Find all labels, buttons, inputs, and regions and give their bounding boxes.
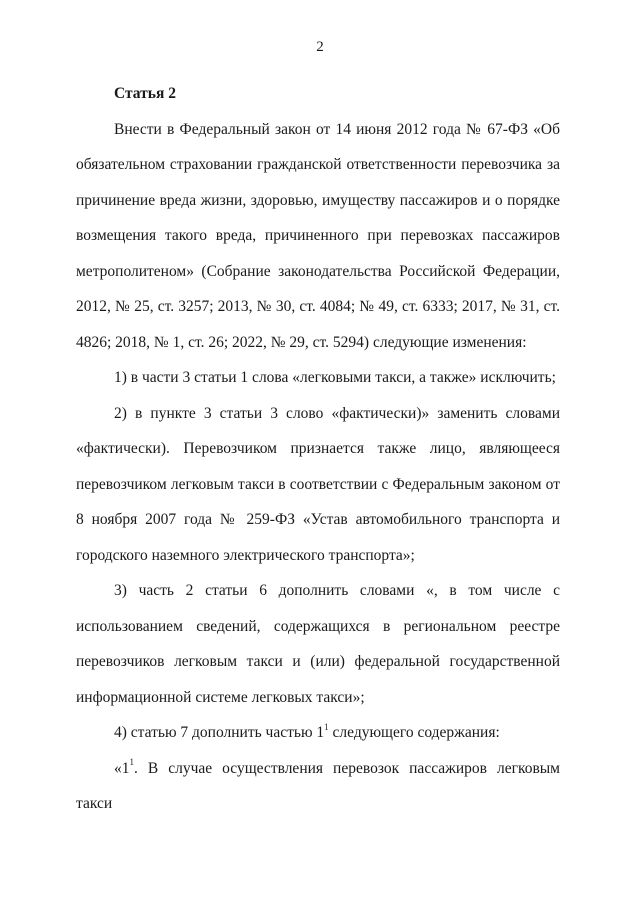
article-intro-paragraph: Внести в Федеральный закон от 14 июня 2012 года № 67-ФЗ «Об обязательном страховании гражданской ответственности перевозчика за причинение вреда жизни, здоровью, имуществу пассажиров и о порядке возмещения такого вреда, причиненного при перевозках пассажиров метрополитеном» (Собрание законодательства Российской Федерации, 2012, № 25, ст. 3257; 2013, № 30, ст. 4084; № 49, ст. 6333; 2017, № 31, ст. 4826; 2018, № 1, ст. 26; 2022, № 29, ст. 5294) следующие изменения: — [76, 120, 560, 351]
article-heading: Статья 2 — [114, 85, 176, 102]
item-4-text-end: следующего содержания: — [328, 724, 500, 741]
new-part-text: . В случае осуществления перевозок пассажиров легковым такси — [76, 759, 560, 812]
item-4-superscript: 1 — [324, 721, 329, 732]
amendment-item-3: 3) часть 2 статьи 6 дополнить словами «, в том числе с использованием сведений, содержащихся в региональном реестре перевозчиков легковым такси и (или) федеральной государственной информационной системе легковых такси»; — [76, 582, 560, 706]
item-4-text: 4) статью 7 дополнить частью 1 — [114, 724, 325, 741]
amendment-item-1: 1) в части 3 статьи 1 слова «легковыми такси, а также» исключить; — [114, 369, 556, 386]
new-part-superscript: 1 — [129, 757, 134, 768]
amendment-item-2: 2) в пункте 3 статьи 3 слово «фактически)» заменить словами «фактически). Перевозчиком признается также лицо, являющееся перевозчиком легковым такси в соответствии с Федеральным законом от 8 ноября 2007 года № 259-ФЗ «Устав автомобильного транспорта и городского наземного электрического транспорта»; — [76, 404, 560, 564]
document-body — [76, 76, 560, 822]
new-part-quote-open: «1 — [114, 759, 130, 777]
new-part-paragraph — [76, 751, 560, 822]
amendment-item-4 — [76, 715, 560, 751]
page-number: 2 — [316, 39, 324, 55]
